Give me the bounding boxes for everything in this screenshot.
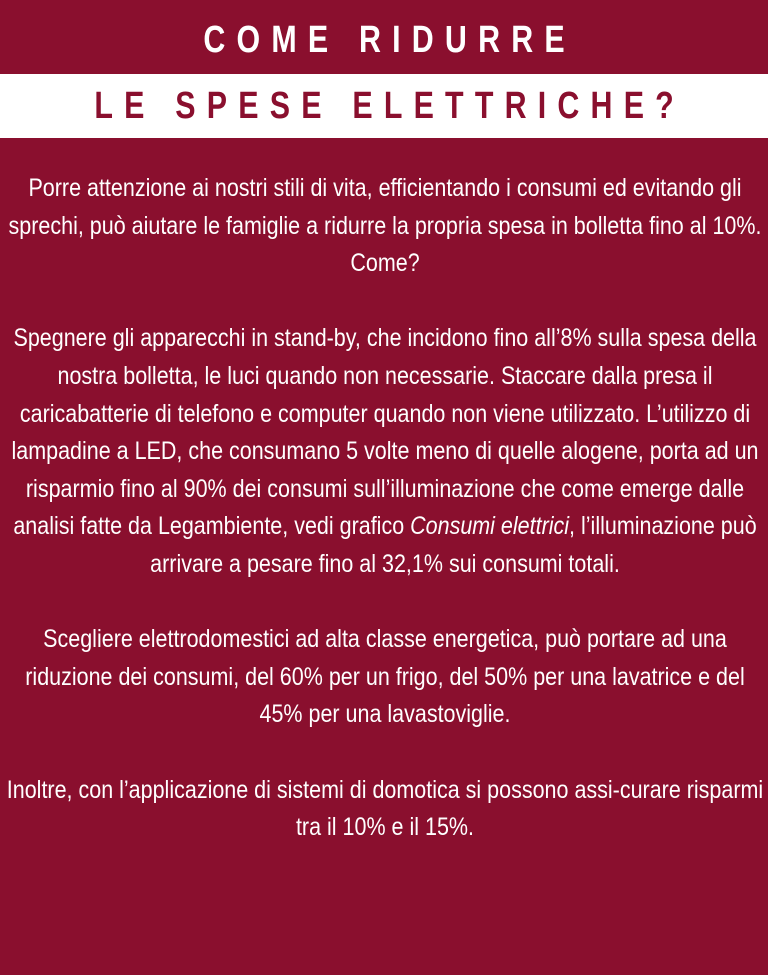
chart-reference: Consumi elettrici xyxy=(410,512,570,541)
paragraph-domotics: Inoltre, con l’applicazione di sistemi di domotica si possono assi-curare risparmi tra il 10% e il 15%. xyxy=(6,775,764,842)
paragraph-standby-text: Spegnere gli apparecchi in stand-by, che incidono fino all’8% sulla spesa della nostra bolletta, le luci quando non necessarie. Staccare dalla presa il caricabatterie di telefono e computer quando non viene utilizzato. L’utilizzo di lampadine a LED, che consumano 5 volte meno di quelle alogene, porta ad un risparmio fino al 90% dei consumi sull’illuminazione che come emerge dalle analisi fatte da Legambiente, vedi grafico xyxy=(11,324,759,541)
title-line-2: LE SPESE ELETTRICHE? xyxy=(94,84,685,127)
paragraph-standby-led xyxy=(2,320,767,583)
paragraph-intro: Porre attenzione ai nostri stili di vita, efficientando i consumi ed evitando gli sprechi, può aiutare le famiglie a ridurre la propria spesa in bolletta fino al 10%. Come? xyxy=(8,174,762,278)
title-band xyxy=(0,74,768,138)
title-line-1: COME RIDURRE xyxy=(203,18,576,61)
paragraph-appliances: Scegliere elettrodomestici ad alta classe energetica, può portare ad una riduzione dei consumi, del 60% per un frigo, del 50% per una lavatrice e del 45% per una lavastoviglie. xyxy=(25,625,745,729)
article-body xyxy=(0,170,768,847)
paragraph-standby-tail: , l’illuminazione può arrivare a pesare fino al 32,1% sui consumi totali. xyxy=(150,512,757,578)
